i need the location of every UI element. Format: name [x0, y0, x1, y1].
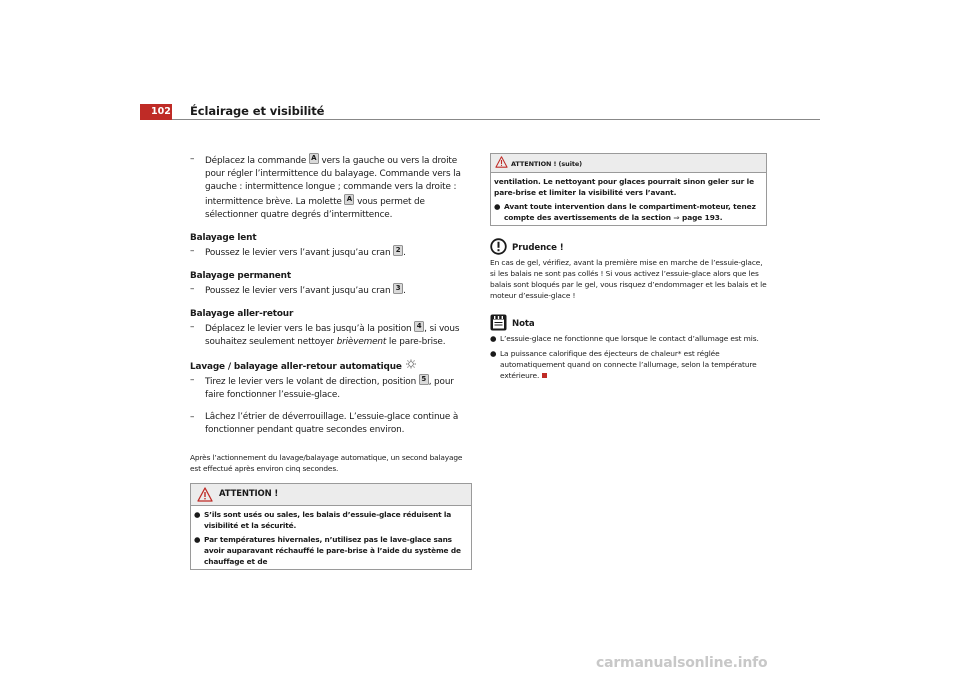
step-wash-1: [190, 374, 472, 402]
marker-2-icon: 2: [393, 245, 403, 256]
page-reference-link[interactable]: page 193.: [682, 213, 723, 222]
step-text: Poussez le levier vers l’avant jusqu’au cran: [205, 286, 391, 296]
warning-body: [191, 506, 471, 569]
left-column: [190, 153, 472, 570]
warning-continued-box: [490, 153, 767, 226]
washer-sun-icon: [405, 362, 417, 372]
step-text: Déplacez la commande: [205, 156, 307, 166]
step-text: Déplacez le levier vers le bas jusqu’à la position: [205, 324, 412, 334]
step-single: [190, 321, 472, 349]
arrow-ref-icon: ⇒: [673, 213, 680, 222]
warning-bullet: [194, 509, 468, 531]
step-dash: –: [190, 154, 195, 164]
page-number: 102: [151, 106, 171, 117]
warning-box: [190, 483, 472, 570]
warning-triangle-icon: [197, 487, 213, 505]
subheading-wash: [190, 359, 472, 374]
warning-bullet: [194, 534, 468, 567]
warning-bullet-text: Par températures hivernales, n’utilisez pas le lave-glace sans avoir auparavant réchauffé le pare-brise à l’aide du système de chauffage et de: [204, 535, 461, 566]
subheading-slow: Balayage lent: [190, 233, 257, 243]
step-text: , pour faire fonctionner l’essuie-glace.: [205, 377, 454, 400]
step-text: vers la gauche ou vers la droite pour régler l’intermittence du balayage. Commande vers la gauche : intermittence longue ; commande vers la droite : intermittence brève. La molette: [205, 156, 461, 207]
page-title: Éclairage et visibilité: [190, 104, 325, 118]
wash-note: Après l’actionnement du lavage/balayage automatique, un second balayage est effectué après environ cinq secondes.: [190, 453, 463, 473]
right-column: [490, 153, 767, 381]
step-intermittence: [190, 153, 472, 222]
warning-continued-text: ventilation. Le nettoyant pour glaces pourrait sinon geler sur le pare-brise et limiter la visibilité vers l’avant.: [494, 177, 755, 197]
warning-bullet-text: S’ils sont usés ou sales, les balais d’essuie-glace réduisent la visibilité et la sécurité.: [204, 510, 452, 530]
caution-title: Prudence !: [512, 243, 564, 253]
bullet-dot: ●: [194, 510, 201, 519]
warning-continued-body: [491, 173, 766, 225]
warning-triangle-icon: [495, 156, 508, 171]
step-slow: – Poussez le levier vers l’avant jusqu’au cran 2 .: [190, 246, 406, 258]
caution-text: En cas de gel, vérifiez, avant la première mise en marche de l’essuie-glace, si les balais ne sont pas collés ! Si vous activez l’essuie-glace alors que les balais sont bloqués par le gel, vous risquez d’endommager et les balais et le moteur d’essuie-glace !: [490, 258, 767, 300]
step-dash: –: [190, 246, 195, 256]
step-text: Poussez le levier vers l’avant jusqu’au cran: [205, 248, 391, 258]
step-wash-2: [190, 411, 472, 437]
warning-title: ATTENTION !: [219, 489, 279, 499]
marker-5-icon: 5: [419, 374, 429, 385]
marker-a-icon: A: [311, 154, 317, 162]
subheading-single: Balayage aller-retour: [190, 309, 294, 319]
step-dash: –: [190, 412, 195, 422]
step-text: , si vous souhaitez seulement nettoyer: [205, 324, 460, 347]
caution-icon: [490, 238, 507, 259]
nota-bullet: [490, 348, 767, 381]
caution-header: [490, 238, 767, 256]
step-permanent: – Poussez le levier vers l’avant jusqu’au cran 3 .: [190, 284, 406, 296]
bullet-dot: ●: [490, 334, 497, 343]
nota-header: [490, 314, 767, 332]
step-text: Tirez le levier vers le volant de direction, position: [205, 377, 417, 387]
step-dash: –: [190, 284, 195, 294]
header-divider: [172, 119, 820, 120]
info-icon: [490, 314, 507, 335]
step-emphasis: brièvement: [336, 337, 387, 347]
step-dash: –: [190, 375, 195, 385]
step-text: le pare-brise.: [388, 337, 446, 347]
warning-continued-title: ATTENTION ! (suite): [511, 160, 583, 168]
nota-bullet-text: La puissance calorifique des éjecteurs de chaleur* est réglée automatiquement quand on connecte l’allumage, selon la température extérieure.: [500, 349, 757, 380]
warning-bullet: [494, 201, 763, 223]
subheading-wash-text: Lavage / balayage aller-retour automatique: [190, 362, 402, 372]
marker-3-icon: 3: [393, 283, 403, 294]
nota-bullet: [490, 333, 767, 344]
marker-a-icon: A: [346, 195, 353, 203]
step-text: vous permet de sélectionner quatre degrés d’intermittence.: [205, 197, 425, 220]
bullet-dot: ●: [194, 535, 201, 544]
nota-bullet-text: L’essuie-glace ne fonctionne que lorsque le contact d’allumage est mis.: [500, 334, 759, 343]
end-of-section-marker: [542, 373, 547, 378]
step-text: Lâchez l’étrier de déverrouillage. L’essuie-glace continue à fonctionner pendant quatre secondes environ.: [205, 412, 459, 435]
marker-4-icon: 4: [414, 321, 424, 332]
step-dash: –: [190, 322, 195, 332]
warning-header: [191, 484, 471, 506]
subheading-permanent: Balayage permanent: [190, 271, 291, 281]
nota-title: Nota: [512, 319, 535, 329]
warning-continued-header: [491, 154, 766, 173]
bullet-dot: ●: [490, 349, 497, 358]
watermark: carmanualsonline.info: [596, 655, 768, 671]
warning-bullet-text: Avant toute intervention dans le compartiment-moteur, tenez compte des avertissements de la section: [504, 202, 756, 222]
bullet-dot: ●: [494, 202, 501, 211]
